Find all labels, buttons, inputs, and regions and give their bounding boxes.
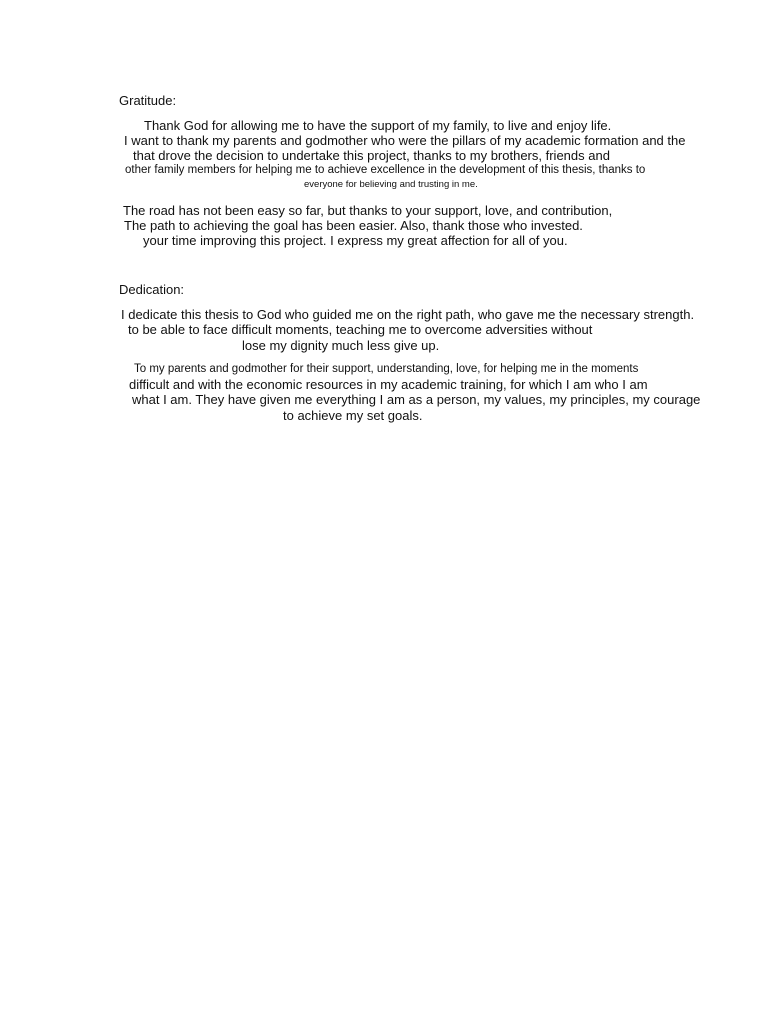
gratitude-heading: Gratitude: [119, 93, 177, 108]
gratitude-line-4: other family members for helping me to achieve excellence in the development of this thesis, thanks to [125, 164, 646, 176]
gratitude-line-6: The road has not been easy so far, but thanks to your support, love, and contribution, [123, 203, 613, 218]
gratitude-line-2: I want to thank my parents and godmother who were the pillars of my academic formation and the [124, 133, 686, 148]
dedication-line-1: I dedicate this thesis to God who guided me on the right path, who gave me the necessary strength. [121, 307, 695, 322]
dedication-line-5: difficult and with the economic resources in my academic training, for which I am who I am [129, 377, 648, 392]
gratitude-line-1: Thank God for allowing me to have the support of my family, to live and enjoy life. [144, 118, 612, 133]
dedication-line-2: to be able to face difficult moments, teaching me to overcome adversities without [128, 322, 593, 337]
dedication-line-6: what I am. They have given me everything I am as a person, my values, my principles, my courage [132, 392, 701, 407]
gratitude-line-3: that drove the decision to undertake this project, thanks to my brothers, friends and [133, 148, 610, 163]
dedication-line-3: lose my dignity much less give up. [242, 338, 440, 353]
dedication-heading: Dedication: [119, 282, 185, 297]
dedication-line-7: to achieve my set goals. [283, 408, 423, 423]
gratitude-line-7: The path to achieving the goal has been easier. Also, thank those who invested. [124, 218, 583, 233]
gratitude-line-5: everyone for believing and trusting in me. [304, 179, 478, 190]
gratitude-line-8: your time improving this project. I express my great affection for all of you. [143, 233, 568, 248]
dedication-line-4: To my parents and godmother for their support, understanding, love, for helping me in the moments [134, 363, 639, 375]
